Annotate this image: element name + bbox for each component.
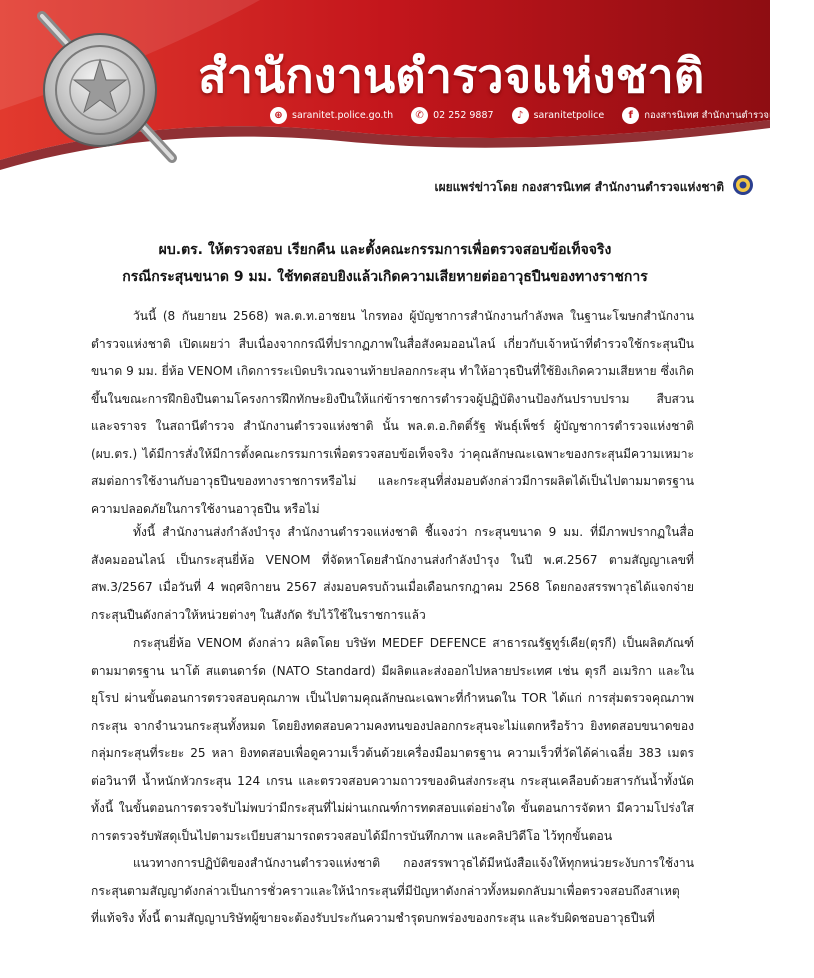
tiktok-text: saranitetpolice (533, 109, 605, 121)
phone-text: 02 252 9887 (433, 109, 494, 121)
org-title: สำนักงานตำรวจแห่งชาติ (198, 49, 705, 104)
tiktok-link[interactable] (512, 107, 605, 124)
facebook-text: กองสารนิเทศ สำนักงานตำรวจแห่งชาติ (644, 109, 804, 121)
headline-line-1: ผบ.ตร. ให้ตรวจสอบ เรียกคืน และตั้งคณะกรรมการเพื่อตรวจสอบข้อเท็จจริง (158, 242, 612, 258)
facebook-link[interactable] (622, 107, 804, 124)
headline-line-2: กรณีกระสุนขนาด 9 มม. ใช้ทดสอบยิงแล้วเกิดความเสียหายต่ออาวุธปืนของทางราชการ (122, 269, 648, 285)
police-emblem-icon (732, 174, 754, 196)
phone-link[interactable] (411, 107, 493, 124)
publisher-line: เผยแพร่ข่าวโดย กองสารนิเทศ สำนักงานตำรวจแห่งชาติ (434, 180, 724, 194)
tiktok-icon: ♪ (512, 107, 529, 124)
website-text: saranitet.police.go.th (292, 109, 394, 121)
paragraph-1: วันนี้ (8 กันยายน 2568) พล.ต.ท.อาชยน ไกรทอง ผู้บัญชาการสำนักงานกำลังพล ในฐานะโฆษกสำนักงานตำรวจแห่งชาติ เปิดเผยว่า สืบเนื่องจากกรณีที่ปรากฏภาพในสื่อสังคมออนไลน์ เกี่ยวกับเจ้าหน้าที่ตำรวจใช้กระสุนปืนขนาด 9 มม. ยี่ห้อ VENOM เกิดการระเบิดบริเวณจานท้ายปลอกกระสุน ทำให้อาวุธปืนที่ใช้ยิงเกิดความเสียหาย ซึ่งเกิดขึ้นในขณะการฝึกยิงปืนตามโครงการฝึกทักษะยิงปืนให้แก่ข้าราชการตำรวจผู้ปฏิบัติงานป้องกันปราบปราม สืบสวน และจราจร ในสถานีตำรวจ สำนักงานตำรวจแห่งชาติ นั้น พล.ต.อ.กิตติ์รัฐ พันธุ์เพ็ชร์ ผู้บัญชาการตำรวจแห่งชาติ (ผบ.ตร.) ได้มีการสั่งให้มีการตั้งคณะกรรมการเพื่อตรวจสอบข้อเท็จจริง ว่าคุณลักษณะเฉพาะของกระสุนมีความเหมาะสมต่อการใช้งานกับอาวุธปืนของทางราชการหรือไม่ และกระสุนที่ส่งมอบดังกล่าวมีการผลิตได้เป็นไปตามมาตรฐานความปลอดภัยในการใช้งานอาวุธปืน หรือไม่ (91, 309, 694, 516)
globe-icon: ⊕ (270, 107, 287, 124)
paragraph-3: กระสุนยี่ห้อ VENOM ดังกล่าว ผลิตโดย บริษัท MEDEF DEFENCE สาธารณรัฐทูร์เคีย(ตุรกี) เป็นผลิตภัณฑ์ตามมาตรฐาน นาโต้ สแตนดาร์ด (NATO Standard) มีผลิตและส่งออกไปหลายประเทศ เช่น ตุรกี อเมริกา และในยุโรป ผ่านขั้นตอนการตรวจสอบคุณภาพ เป็นไปตามคุณลักษณะเฉพาะที่กำหนดใน TOR ได้แก่ การสุ่มตรวจคุณภาพกระสุน จากจำนวนกระสุนทั้งหมด โดยยิงทดสอบความคงทนของปลอกกระสุนจะไม่แตกหรือร้าว ยิงทดสอบขนาดของกลุ่มกระสุนที่ระยะ 25 หลา ยิงทดสอบเพื่อดูความเร็วต้นด้วยเครื่องมือมาตรฐาน ความเร็วที่วัดได้ค่าเฉลี่ย 383 เมตรต่อวินาที น้ำหนักหัวกระสุน 124 เกรน และตรวจสอบความถาวรของดินส่งกระสุน กระสุนเคลือบด้วยสารกันน้ำทั้งนัด ทั้งนี้ ในขั้นตอนการตรวจรับไม่พบว่ามีกระสุนที่ไม่ผ่านเกณฑ์การทดสอบแต่อย่างใด ขั้นตอนการจัดหา มีความโปร่งใส การตรวจรับพัสดุเป็นไปตามระเบียบสามารถตรวจสอบได้มีการบันทึกภาพ และคลิปวิดีโอ ไว้ทุกขั้นตอน (91, 636, 694, 843)
police-seal-icon (22, 8, 192, 178)
header-banner (0, 0, 804, 170)
facebook-icon: f (622, 107, 639, 124)
contact-bar (270, 104, 814, 126)
phone-icon: ✆ (411, 107, 428, 124)
website-link[interactable] (270, 107, 393, 124)
paragraph-2: ทั้งนี้ สำนักงานส่งกำลังบำรุง สำนักงานตำรวจแห่งชาติ ชี้แจงว่า กระสุนขนาด 9 มม. ที่มีภาพปรากฏในสื่อสังคมออนไลน์ เป็นกระสุนยี่ห้อ VENOM ที่จัดหาโดยสำนักงานส่งกำลังบำรุง ในปี พ.ศ.2567 ตามสัญญาเลขที่ สพ.3/2567 เมื่อวันที่ 4 พฤศจิกายน 2567 ส่งมอบครบถ้วนเมื่อเดือนกรกฎาคม 2568 โดยกองสรรพาวุธได้แจกจ่ายกระสุนปืนดังกล่าวให้หน่วยต่างๆ ในสังกัด รับไว้ใช้ในราชการแล้ว (91, 525, 694, 622)
paragraph-4: แนวทางการปฏิบัติของสำนักงานตำรวจแห่งชาติ กองสรรพาวุธได้มีหนังสือแจ้งให้ทุกหน่วยระงับการใช้งานกระสุนตามสัญญาดังกล่าวเป็นการชั่วคราวและให้นำกระสุนที่มีปัญหาดังกล่าวทั้งหมดกลับมาเพื่อตรวจสอบถึงสาเหตุที่แท้จริง ทั้งนี้ ตามสัญญาบริษัทผู้ขายจะต้องรับประกันความชำรุดบกพร่องของกระสุน และรับผิดชอบอาวุธปืนที่ (91, 856, 694, 925)
